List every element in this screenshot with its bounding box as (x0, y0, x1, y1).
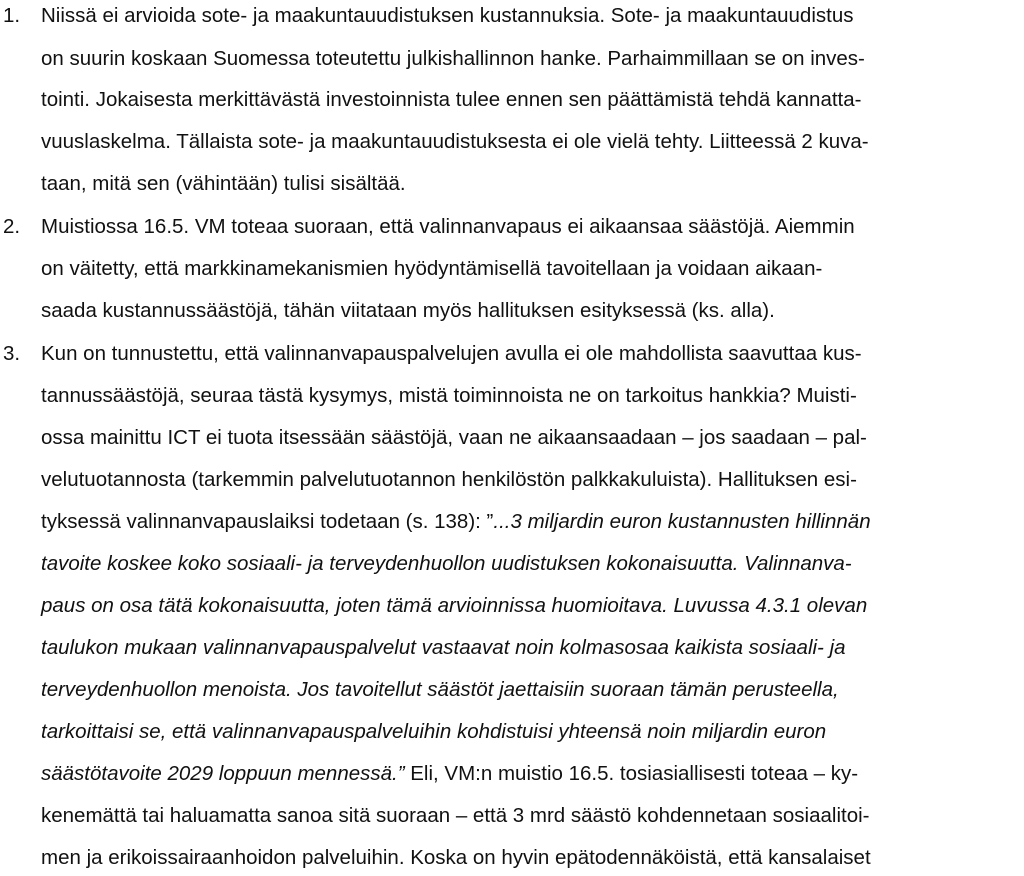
quote-segment: ...3 miljardin euron kustannusten hillinnän (493, 510, 871, 533)
text-line (41, 508, 871, 536)
text-line: on väitetty, että markkinamekanismien hyödyntämisellä tavoitellaan ja voidaan aikaan- (41, 257, 823, 280)
quote-segment: tavoite koskee koko sosiaali- ja terveydenhuollon uudistuksen kokonaisuutta. Valinnanva- (41, 552, 852, 575)
text-line: on suurin koskaan Suomessa toteutettu julkishallinnon hanke. Parhaimmillaan se on inves- (41, 47, 865, 70)
quote-segment: säästötavoite 2029 loppuun mennessä.” (41, 762, 405, 785)
quote-segment: taulukon mukaan valinnanvapauspalvelut vastaavat noin kolmasosaa kaikista sosiaali- ja (41, 636, 846, 659)
text-line (41, 634, 846, 662)
quote-segment: terveydenhuollon menoista. Jos tavoitellut säästöt jaettaisiin suoraan tämän perusteella, (41, 678, 839, 701)
text-segment: Eli, VM:n muistio 16.5. tosiasiallisesti toteaa – ky- (404, 762, 859, 785)
text-line: Niissä ei arvioida sote- ja maakuntauudistuksen kustannuksia. Sote- ja maakuntauudistus (41, 4, 854, 27)
text-line: tannussäästöjä, seuraa tästä kysymys, mistä toiminnoista ne on tarkoitus hankkia? Muisti- (41, 384, 857, 407)
text-line: saada kustannussäästöjä, tähän viitataan myös hallituksen esityksessä (ks. alla). (41, 299, 775, 322)
text-line: ossa mainittu ICT ei tuota itsessään säästöjä, vaan ne aikaansaadaan – jos saadaan – pal- (41, 426, 867, 449)
text-line: vuuslaskelma. Tällaista sote- ja maakuntauudistuksesta ei ole vielä tehty. Liitteessä 2 kuva- (41, 130, 869, 153)
text-line (41, 550, 852, 578)
text-line (41, 676, 839, 704)
text-line: men ja erikoissairaanhoidon palveluihin. Koska on hyvin epätodennäköistä, että kansalaiset (41, 846, 871, 869)
list-number: 3. (3, 342, 21, 365)
text-segment: tyksessä valinnanvapauslaiksi todetaan (s. 138): ” (41, 510, 494, 533)
quote-segment: paus on osa tätä kokonaisuutta, joten tämä arvioinnissa huomioitava. Luvussa 4.3.1 olevan (41, 594, 868, 617)
list-number: 1. (3, 4, 21, 27)
text-line: Muistiossa 16.5. VM toteaa suoraan, että valinnanvapaus ei aikaansaa säästöjä. Aiemmin (41, 215, 855, 238)
list-number: 2. (3, 215, 21, 238)
text-line: velutuotannosta (tarkemmin palvelutuotannon henkilöstön palkkakuluista). Hallituksen esi- (41, 468, 857, 491)
text-line: taan, mitä sen (vähintään) tulisi sisältää. (41, 172, 406, 195)
text-line (41, 592, 867, 620)
quote-segment: tarkoittaisi se, että valinnanvapauspalveluihin kohdistuisi yhteensä noin miljardin euron (41, 720, 827, 743)
text-line: kenemättä tai haluamatta sanoa sitä suoraan – että 3 mrd säästö kohdennetaan sosiaalitoi- (41, 804, 870, 827)
text-line: tointi. Jokaisesta merkittävästä investoinnista tulee ennen sen päättämistä tehdä kannatta- (41, 88, 862, 111)
text-line: Kun on tunnustettu, että valinnanvapauspalvelujen avulla ei ole mahdollista saavuttaa kus- (41, 342, 862, 365)
text-line (41, 718, 826, 746)
text-line (41, 760, 858, 788)
